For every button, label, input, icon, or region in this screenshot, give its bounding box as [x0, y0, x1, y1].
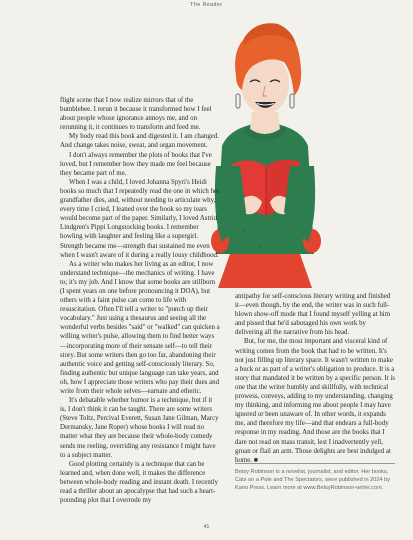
paragraph: flight scene that I now realize mirrors that of the bumblebee. I rerun it because it transformed how I feel about people whose ignorance annoys me, and on rerunning it, it continues to transform and feed me.	[60, 97, 212, 132]
author-bio: Betsy Robinson is a novelist, journalist, and editor. Her books, Cats on a Pole and The Spectators, were published in 2024 by Kano Press. Learn more at www.BetsyRobinson-writer.com.	[235, 463, 395, 492]
article-column-right	[235, 292, 395, 464]
paragraph: My body read this book and digested it. I am changed. And change takes noise, sweat, and organ movement.	[60, 133, 220, 150]
article-column-left	[60, 96, 220, 524]
paragraph: antipathy for self-conscious literary writing and finished it—even though, by the end, the writer was in such full-blown show-off mode that I found myself yelling at him and pissed that he'd sabotaged his own work by delivering all the narrative from his head.	[235, 293, 391, 337]
paragraph: As a writer who makes her living as an editor, I now understand technique—the mechanics of writing. I have to; it's my job. And I know that some books are stillborn (I spent years on one before pronouncing it DOA), but others with a faint pulse can come to life with resuscitation. Often I'll tell a writer to "punch up their vocabulary." Just using a thesaurus and seeing all the wonderful verbs besides "said" or "walked" can quicken a willing writer's pulse, allowing them to find better ways—incorporating more of their sensate self—to tell their story. But some writers then go too far, abandoning their authentic voice and getting self-consciously literary. So, finding authentic but unique language can take years, and oh, how I appreciate those writers who pay their dues and write from their whole selves—earnate and etheric.	[60, 260, 220, 395]
skirt	[218, 254, 312, 288]
paragraph: Good plotting certainly is a technique that can be learned and, when done well, it makes the difference between whole-body reading and instant death. I recently read a thriller about an apocalypse that had such a heart-pounding plot that I overrode my	[60, 460, 219, 505]
paragraph: When I was a child, I loved Johanna Spyri's Heidi books so much that I repeatedly read the one in which her grandfather dies, and, without needing to articulate why, every time I cried, I leaned over the book so my tears would become part of the paper. Similarly, I loved Astrid Lindgren's Pippi Longstocking books. I remember howling with laughter and feeling like a supergirl. Strength became me—strength that sustained me even when I wasn't aware of it during a really lousy childhood.	[60, 178, 220, 259]
running-head: The Reader	[190, 2, 223, 8]
paragraph: But, for me, the most important and visceral kind of writing comes from the book that had to be written. It's not just filling up literary space. It wasn't written to make a buck or as part of a writer's obligation to produce. It is a story that mandated it be written by a specific person. It is one that the writer humbly and skillfully, with technical prowess, conveys, adding to my understanding, changing my thinking, and informing me about people I may have ignored or been unaware of. In other words, it expands me, and therefore my life—and that endears a full-body response in my reading. And those are the books that I dare not read on mass transit, lest I inadvertently yell, groan or flail an arm. Those delights are best indulged at home. ■	[235, 338, 395, 464]
page-number: 41	[203, 524, 210, 530]
paragraph: I don't always remember the plots of books that I've loved, but I remember how they made me feel because they became part of me.	[60, 151, 212, 177]
paragraph: It's debatable whether humor is a technique, but if it is, I don't think it can be taught. There are some writers (Steve Toltz, Percival Everett, Susan Jane Gilman, Marcy Dermansky, Jane Roper) whose books I will read no matter what they are because their whole-body comedy sends me reeling, overriding any resistance I might have to a subject matter.	[60, 397, 219, 459]
